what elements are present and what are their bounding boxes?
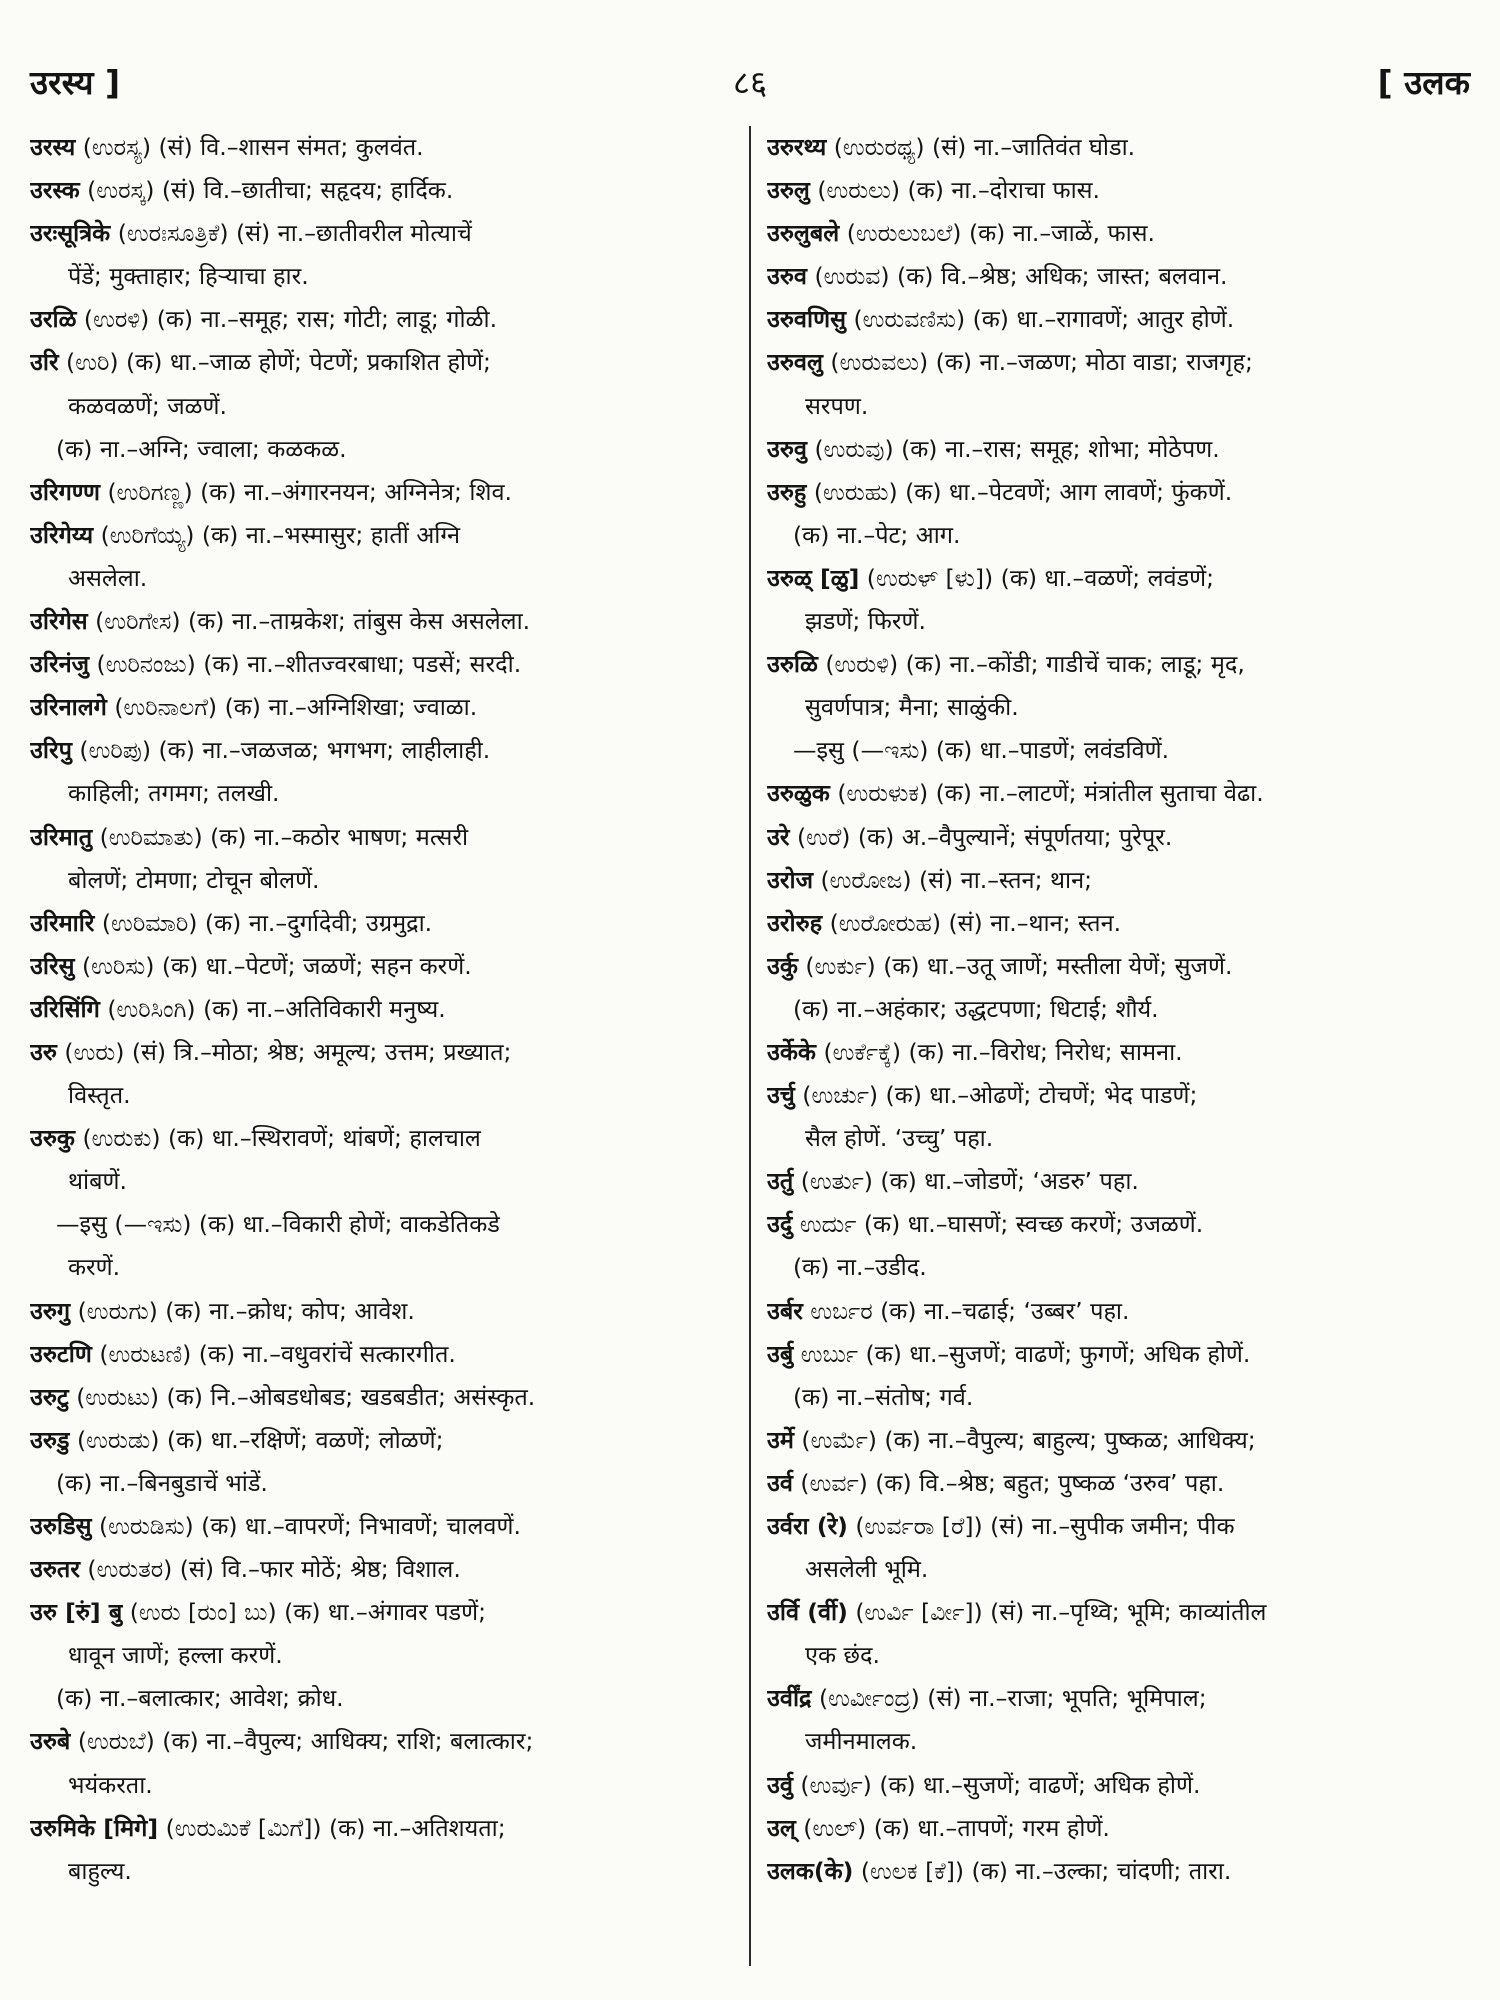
entry-continuation-line [30,428,735,471]
entry-text: (ಉರ್ವಿ [ರ್ವೀ]) (सं) ना.–पृथ्वि; भूमि; काव्यांतील [847,1598,1267,1627]
headword: उरिनंजु [30,650,90,679]
entry-continuation-line [30,1074,735,1117]
entry-text: (ಉರ್ವೀಂದ್ರ) (सं) ना.–राजा; भूपति; भूमिपाल; [811,1684,1207,1713]
entry-continuation-line [30,1764,735,1807]
headword: उरुळि [767,650,818,679]
entry-text: (ಉರ್ತು) (क) धा.–जोडणें; ‘अडरु’ पहा. [793,1167,1139,1196]
entry-text: (ಉರುಹು) (क) धा.–पेटवणें; आग लावणें; फुंकणें. [806,477,1233,506]
dictionary-entry [767,471,1472,514]
dictionary-entry [30,514,735,557]
headword: उरु [30,1037,57,1066]
dictionary-entry [767,1505,1472,1548]
dictionary-entry [767,945,1472,988]
entry-text: (ಉರುಟು) (क) नि.–ओबडधोबड; खडबडीत; असंस्कृत. [68,1382,536,1411]
entry-text: ಉರ್ಬು (क) धा.–सुजणें; वाढणें; फुगणें; अधिक होणें. [793,1339,1251,1368]
dictionary-entry [30,1720,735,1763]
entry-text: (ಉರುವಲು) (क) ना.–जळण; मोठा वाडा; राजगृह; [822,348,1253,377]
headword: उर्कु [767,951,798,980]
dictionary-entry [30,1117,735,1160]
entry-text: (ಉರುಲು) (क) ना.–दोराचा फास. [809,176,1101,205]
dictionary-entry [30,686,735,729]
entry-text: (ಉರೋರುಹ) (सं) ना.–थान; स्तन. [822,908,1122,937]
entry-continuation-line [767,1246,1472,1289]
headword: उर्वींद्र [767,1684,812,1713]
headword: उरुवु [767,434,807,463]
entry-continuation-line [767,1376,1472,1419]
dictionary-entry [30,1505,735,1548]
entry-text: (ಉರುಟಣಿ) (क) ना.–वधुवरांचें सत्कारगीत. [91,1339,456,1368]
entry-text: (ಉರುಬೆ) (क) ना.–वैपुल्य; आधिक्य; राशि; बलात्कार; [70,1727,534,1756]
dictionary-entry [767,428,1472,471]
entry-text: (क) ना.–अहंकार; उद्धटपणा; धिटाई; शौर्य. [793,994,1159,1023]
headword: उरोरुह [767,908,823,937]
entry-text: (ಉರುವ) (क) वि.–श्रेष्ठ; अधिक; जास्त; बलवान. [807,262,1228,291]
headword: उरुबे [30,1727,71,1756]
entry-continuation-line [30,557,735,600]
dictionary-entry [767,557,1472,600]
dictionary-entry [767,1290,1472,1333]
dictionary-entry [30,1419,735,1462]
dictionary-entry [30,902,735,945]
entry-text: करणें. [68,1253,121,1282]
dictionary-entry [30,1290,735,1333]
entry-text: (ಉರುಡು) (क) धा.–रक्षिणें; वळणें; लोळणें; [69,1425,444,1454]
headword: उरिपु [30,736,72,765]
entry-text: पेंडें; मुक्ताहार; हिऱ्याचा हार. [68,262,309,291]
dictionary-entry [767,1419,1472,1462]
headword: उर्दु [767,1210,793,1239]
entry-continuation-line [30,1246,735,1289]
headword: उरस्य [30,133,76,161]
dictionary-entry [767,1160,1472,1203]
dictionary-entry [30,643,735,686]
dictionary-entry [30,126,735,169]
dictionary-entry [30,1376,735,1419]
header-first-entry: उरस्य ] [30,63,121,102]
entry-text: (ಉರಿ) (क) धा.–जाळ होणें; पेटणें; प्रकाशित होणें; [58,348,491,377]
headword: उल् [767,1813,796,1842]
entry-text: (क) ना.–बलात्कार; आवेश; क्रोध. [56,1684,344,1713]
entry-text: (ಉರಿಮಾರಿ) (क) ना.–दुर्गादेवी; उग्रमुद्रा. [94,908,433,937]
entry-continuation-line [767,729,1472,772]
entry-text: थांबणें. [68,1167,127,1196]
entry-text: (ಉರುಳುಕ) (क) ना.–लाटणें; मंत्रांतील सुताचा वेढा. [829,779,1264,808]
dictionary-entry [30,816,735,859]
entry-text: (ಉರೋಜ) (सं) ना.–स्तन; थान; [813,865,1093,894]
headword: उर्व [767,1468,793,1497]
dictionary-entry [30,729,735,772]
entry-continuation-line [767,1720,1472,1763]
entry-continuation-line [30,1203,735,1246]
headword: उरस्क [30,176,80,205]
entry-continuation-line [30,1462,735,1505]
dictionary-entry [767,1031,1472,1074]
entry-continuation-line [767,686,1472,729]
entry-text: (ಉರಿನಾಲಗೆ) (क) ना.–अग्निशिखा; ज्वाळा. [106,693,478,722]
entry-text: (ಉರಿಗಣ್ಣ) (क) ना.–अंगारनयन; अग्निनेत्र; शिव. [99,477,512,506]
entry-text: (ಉರಿಸು) (क) धा.–पेटणें; जळणें; सहन करणें. [74,951,472,980]
entry-text: ಉರ್ದು (क) धा.–घासणें; स्वच्छ करणें; उजळणें. [792,1210,1204,1239]
entry-text: (ಉರಃಸೂತ್ರಿಕೆ) (सं) ना.–छातीवरील मोत्याचें [110,219,472,248]
header-last-entry: [ उलक [1377,63,1470,102]
dictionary-entry [767,1850,1472,1893]
entry-continuation-line [767,1634,1472,1677]
dictionary-entry [30,1807,735,1850]
headword: उलक(के) [767,1856,854,1885]
headword: उरुलु [767,176,810,205]
entry-text: असलेली भूमि. [805,1555,929,1584]
entry-text: (क) ना.–पेट; आग. [793,520,961,549]
entry-text: (ಉರಿಸಿಂಗಿ) (क) ना.–अतिविकारी मनुष्य. [99,994,446,1023]
headword: उरिगण्ण [30,477,100,506]
dictionary-entry [30,1031,735,1074]
entry-continuation-line [767,514,1472,557]
page-header [30,58,1470,108]
entry-text: (ಉರ್ವರಾ [ರೆ]) (सं) ना.–सुपीक जमीन; पीक [847,1512,1235,1540]
dictionary-entry [767,126,1472,169]
entry-continuation-line [30,385,735,428]
entry-text: (ಉರ್ಚು) (क) धा.–ओढणें; टोचणें; भेद पाडणें; [794,1081,1198,1110]
entry-text: झडणें; फिरणें. [805,607,926,636]
entry-text: कळवळणें; जळणें. [68,391,227,420]
headword: उरुतर [30,1555,80,1584]
entry-text: (क) ना.–बिनबुडाचें भांडें. [56,1468,268,1497]
entry-text: (क) ना.–उडीद. [793,1253,927,1282]
entry-continuation-line [30,1677,735,1720]
headword: उरिमारि [30,908,95,937]
dictionary-entry [767,643,1472,686]
dictionary-entry [767,1764,1472,1807]
entry-text: (ಉರಿಪು) (क) ना.–जळजळ; भगभग; लाहीलाही. [71,736,491,765]
entry-text: (क) ना.–अग्नि; ज्वाला; कळकळ. [56,434,347,463]
entry-text: (ಉರಸ್ಯ) (सं) वि.–शासन संमत; कुलवंत. [75,133,424,161]
dictionary-entry [30,169,735,212]
entry-text: —इसु (—ಇಸು) (क) धा.–विकारी होणें; वाकडेतिकडे [56,1210,500,1239]
entry-text: (ಉರ್ಕೆಕ್ಕೆ) (क) ना.–विरोध; निरोध; सामना. [815,1037,1183,1066]
entry-text: (ಉರುರಥ್ಯ) (सं) ना.–जातिवंत घोडा. [826,133,1136,161]
entry-text: (ಉರುಕು) (क) धा.–स्थिरावणें; थांबणें; हालचाल [74,1124,481,1153]
entry-text: (ಉರುಡಿಸು) (क) धा.–वापरणें; निभावणें; चालवणें. [91,1512,521,1540]
dictionary-entry [767,169,1472,212]
entry-text: सुवर्णपात्र; मैना; साळुंकी. [805,693,1019,722]
entry-continuation-line [767,1548,1472,1591]
headword: उर्तु [767,1167,794,1196]
entry-text: भयंकरता. [68,1770,153,1799]
entry-continuation-line [30,1160,735,1203]
entry-text: (ಉರಿಗೆಯ್ಯ) (क) ना.–भस्मासुर; हातीं अग्नि [93,520,461,549]
dictionary-entry [30,1548,735,1591]
entry-text: सैल होणें. ‘उच्चु’ पहा. [805,1124,994,1153]
headword: उरळि [30,305,77,334]
headword: उर्मे [767,1425,794,1454]
headword: उरिगेय्य [30,520,94,549]
entry-text: असलेला. [68,563,148,592]
entry-text: (ಉರ್ವು) (क) धा.–सुजणें; वाढणें; अधिक होणें. [792,1770,1201,1799]
headword: उर्बर [767,1296,803,1325]
entry-text: काहिली; तगमग; तलखी. [68,779,280,808]
entry-text: (ಉರಸ್ಕ) (सं) वि.–छातीचा; सहृदय; हार्दिक. [79,176,454,205]
entry-text: (ಉರ್ಮೆ) (क) ना.–वैपुल्य; बाहुल्य; पुष्कळ; आधिक्य; [793,1425,1256,1454]
entry-text: (ಉರಿಮಾತು) (क) ना.–कठोर भाषण; मत्सरी [92,822,469,851]
entry-continuation-line [30,1634,735,1677]
right-column [767,126,1472,1893]
headword: उरुडु [30,1425,70,1454]
headword: उरुमिके [मिगे] [30,1813,159,1842]
entry-text: —इसु (—ಇಸು) (क) धा.–पाडणें; लवंडविणें. [793,736,1170,765]
entry-continuation-line [30,859,735,902]
entry-continuation-line [767,600,1472,643]
headword: उरि [30,348,59,377]
headword: उरुटु [30,1382,69,1411]
entry-text: (क) ना.–संतोष; गर्व. [793,1382,974,1411]
entry-text: (ಉರುಮಿಕೆ [ಮಿಗೆ]) (क) ना.–अतिशयता; [158,1813,506,1842]
dictionary-entry [30,600,735,643]
headword: उरुकु [30,1124,75,1153]
dictionary-entry [30,1591,735,1634]
entry-text: (ಉರ್ಕು) (क) धा.–उतू जाणें; मस्तीला येणें; सुजणें. [797,951,1233,980]
entry-text: (ಉರುಲುಬಲೆ) (क) ना.–जाळें, फास. [839,219,1156,248]
entry-continuation-line [30,1850,735,1893]
headword: उरुगु [30,1296,71,1325]
headword: उरुडिसु [30,1512,92,1540]
entry-continuation-line [30,255,735,298]
entry-text: (ಉರುಳಿ) (क) ना.–कोंडी; गाडीचें चाक; लाडू; मृद, [817,650,1245,679]
entry-continuation-line [767,385,1472,428]
dictionary-entry [767,902,1472,945]
headword: उरुरथ्य [767,133,827,161]
headword: उर्वरा (रे) [767,1512,848,1540]
headword: उरुव [767,262,807,291]
headword: उर्वु [767,1770,793,1799]
headword: उरुलुबले [767,219,840,248]
entry-continuation-line [767,1117,1472,1160]
dictionary-entry [30,471,735,514]
entry-text: (ಉರುವಣಿಸು) (क) धा.–रागावणें; आतुर होणें. [845,305,1235,334]
dictionary-entry [767,1591,1472,1634]
dictionary-entry [767,859,1472,902]
headword: उरु [रुं] बु [30,1598,123,1627]
headword: उरिसिंगि [30,994,100,1023]
entry-text: (ಉರುತರ) (सं) वि.–फार मोठें; श्रेष्ठ; विशाल. [79,1555,461,1584]
entry-text: बोलणें; टोमणा; टोचून बोलणें. [68,865,320,894]
entry-continuation-line [767,988,1472,1031]
headword: उरःसूत्रिके [30,219,111,248]
entry-text: (ಉರೆ) (क) अ.–वैपुल्यानें; संपूर्णतया; पुरेपूर. [789,822,1173,851]
dictionary-entry [767,1807,1472,1850]
dictionary-entry [30,988,735,1031]
dictionary-entry [767,1677,1472,1720]
dictionary-entry [767,298,1472,341]
headword: उर्चु [767,1081,795,1110]
entry-text: (ಉರಳಿ) (क) ना.–समूह; रास; गोटी; लाडू; गोळी. [76,305,498,334]
headword: उरिगेस [30,607,88,636]
left-column [30,126,735,1893]
headword: उरुळुक [767,779,830,808]
dictionary-entry [767,1462,1472,1505]
entry-text: (ಉರಿನಂಜು) (क) ना.–शीतज्वरबाधा; पडसें; सरदी. [89,650,522,679]
headword: उरुटणि [30,1339,92,1368]
headword: उरुवलु [767,348,823,377]
dictionary-entry [767,255,1472,298]
headword: उरे [767,822,790,851]
dictionary-entry [767,816,1472,859]
dictionary-entry [767,1333,1472,1376]
dictionary-entry [30,298,735,341]
entry-text: (ಉರಿಗೇಸ) (क) ना.–ताम्रकेश; तांबुस केस असलेला. [87,607,531,636]
entry-text: जमीनमालक. [805,1727,918,1756]
dictionary-entry [767,772,1472,815]
entry-text: (ಉರುವು) (क) ना.–रास; समूह; शोभा; मोठेपण. [807,434,1220,463]
entry-text: ಉರ್ಬರ (क) ना.–चढाई; ‘उब्बर’ पहा. [802,1296,1130,1325]
headword: उरोज [767,865,814,894]
entry-text: (ಉಲಕ [ಕೆ]) (क) ना.–उल्का; चांदणी; तारा. [853,1856,1232,1885]
entry-text: (ಉರುಳ್ [ಳು]) (क) धा.–वळणें; लवंडणें; [859,563,1215,592]
dictionary-entry [767,1203,1472,1246]
dictionary-entry [30,341,735,384]
headword: उर्बु [767,1339,794,1368]
headword: उरुवणिसु [767,305,846,334]
dictionary-entry [30,212,735,255]
dictionary-entry [30,945,735,988]
headword: उरुळ् [ळु] [767,563,860,592]
entry-text: (ಉರ್ವ) (क) वि.–श्रेष्ठ; बहुत; पुष्कळ ‘उरुव’ पहा. [792,1468,1225,1497]
headword: उरिनालगे [30,693,107,722]
page-number: ८६ [732,63,768,102]
entry-text: (ಉರುಗು) (क) ना.–क्रोध; कोप; आवेश. [70,1296,415,1325]
column-divider [749,126,751,1966]
dictionary-entry [767,1074,1472,1117]
entry-continuation-line [30,772,735,815]
entry-text: (ಉರು) (सं) त्रि.–मोठा; श्रेष्ठ; अमूल्य; उत्तम; प्रख्यात; [56,1037,512,1066]
entry-text: सरपण. [805,391,869,420]
entry-text: विस्तृत. [68,1081,131,1110]
headword: उरिमातु [30,822,93,851]
entry-text: बाहुल्य. [68,1856,132,1885]
dictionary-entry [767,341,1472,384]
entry-text: (ಉಲ್) (क) धा.–तापणें; गरम होणें. [795,1813,1110,1842]
dictionary-entry [767,212,1472,255]
headword: उरिसु [30,951,75,980]
headword: उरुहु [767,477,807,506]
headword: उर्केके [767,1037,816,1066]
dictionary-entry [30,1333,735,1376]
headword: उर्वि (र्वी) [767,1598,848,1627]
entry-text: एक छंद. [805,1641,880,1670]
entry-text: धावून जाणें; हल्ला करणें. [68,1641,283,1670]
entry-text: (ಉರು [ರುಂ] ಬು) (क) धा.–अंगावर पडणें; [122,1598,487,1627]
